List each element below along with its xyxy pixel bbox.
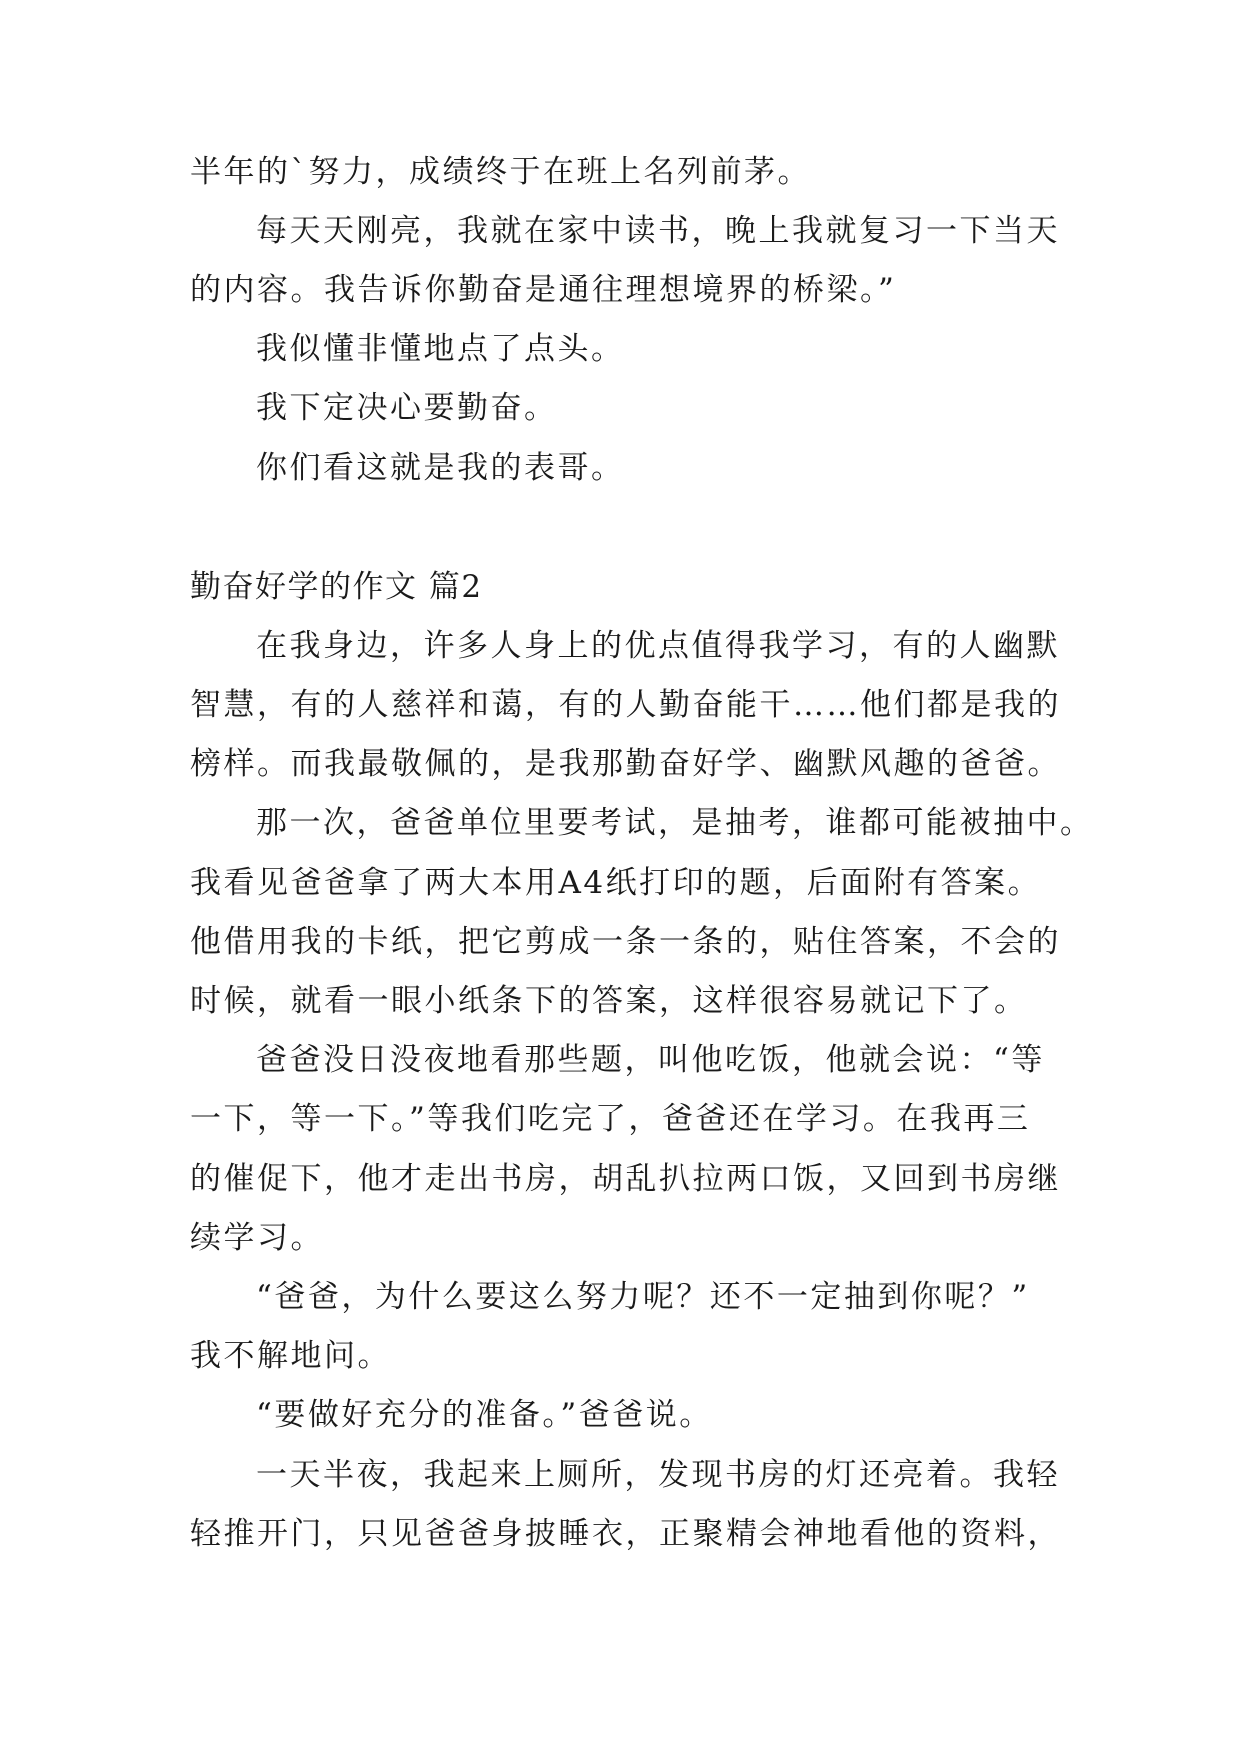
paragraph-line: 在我身边，许多人身上的优点值得我学习，有的人幽默 [256, 628, 1060, 664]
paragraph-line: 我下定决心要勤奋。 [256, 390, 558, 426]
paragraph-line: 的催促下，他才走出书房，胡乱扒拉两口饭，又回到书房继 [190, 1161, 1061, 1197]
paragraph-line: 我看见爸爸拿了两大本用A4纸打印的题，后面附有答案。 [190, 865, 1042, 901]
paragraph-line: 我不解地问。 [190, 1338, 391, 1374]
paragraph-line: 我似懂非懂地点了点头。 [256, 331, 625, 367]
paragraph-line: 那一次，爸爸单位里要考试，是抽考，谁都可能被抽中。 [256, 805, 1094, 841]
paragraph-line: 他借用我的卡纸，把它剪成一条一条的，贴住答案，不会的 [190, 924, 1061, 960]
paragraph-line: “爸爸，为什么要这么努力呢？还不一定抽到你呢？” [256, 1279, 1030, 1315]
paragraph-line: 你们看这就是我的表哥。 [256, 450, 625, 486]
paragraph-line: 爸爸没日没夜地看那些题，叫他吃饭，他就会说：“等 [256, 1042, 1045, 1078]
paragraph-line: 的内容。我告诉你勤奋是通往理想境界的桥梁。” [190, 272, 897, 308]
paragraph-line: 半年的`努力，成绩终于在班上名列前茅。 [190, 154, 811, 190]
paragraph-line: 智慧，有的人慈祥和蔼，有的人勤奋能干……他们都是我的 [190, 687, 1061, 723]
paragraph-line: 轻推开门，只见爸爸身披睡衣，正聚精会神地看他的资料， [190, 1516, 1061, 1552]
paragraph-line: 续学习。 [190, 1220, 324, 1256]
paragraph-line: 每天天刚亮，我就在家中读书，晚上我就复习一下当天 [256, 213, 1060, 249]
paragraph-line: “要做好充分的准备。”爸爸说。 [256, 1397, 713, 1433]
paragraph-line: 时候，就看一眼小纸条下的答案，这样很容易就记下了。 [190, 983, 1028, 1019]
paragraph-line: 一天半夜，我起来上厕所，发现书房的灯还亮着。我轻 [256, 1457, 1060, 1493]
paragraph-line: 一下，等一下。”等我们吃完了，爸爸还在学习。在我再三 [190, 1101, 1031, 1137]
paragraph-line: 榜样。而我最敬佩的，是我那勤奋好学、幽默风趣的爸爸。 [190, 746, 1061, 782]
section-title: 勤奋好学的作文 篇2 [190, 569, 483, 605]
